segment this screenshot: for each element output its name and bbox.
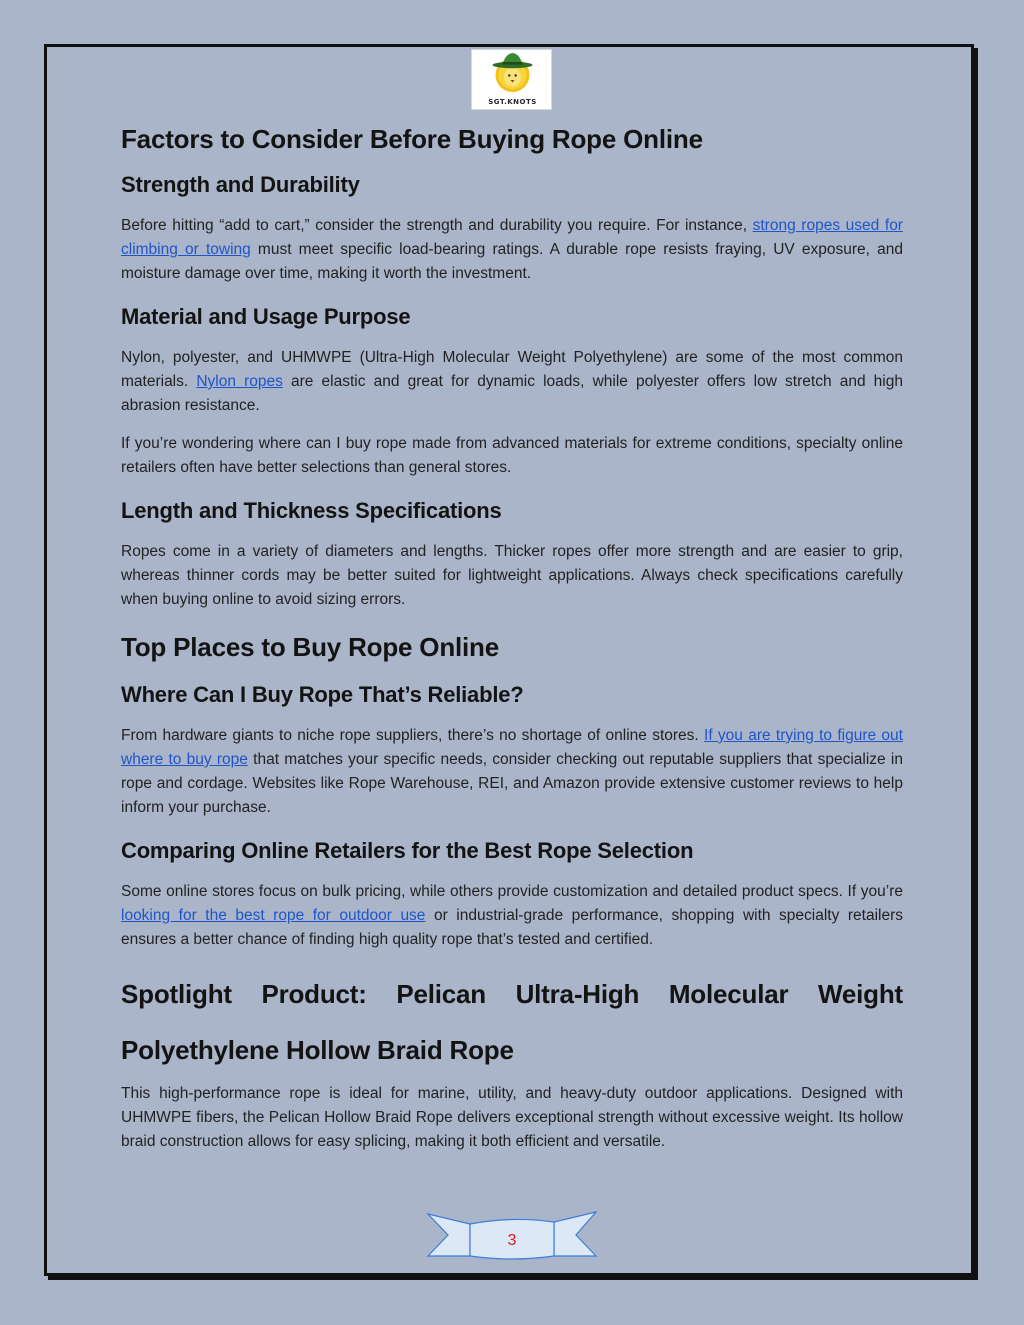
- link-strong-ropes[interactable]: strong ropes used for climbing or towing: [121, 217, 903, 258]
- paragraph-length: Ropes come in a variety of diameters and lengths. Thicker ropes offer more strength and are easier to grip, whereas thinner cords may be better suited for lightweight applications. Always check specifications carefully when buying online to avoid sizing errors.: [121, 543, 903, 608]
- link-where-to-buy-rope[interactable]: If you are trying to figure out where to buy rope: [121, 727, 903, 768]
- page-number: 3: [507, 1232, 517, 1249]
- heading-top-places: Top Places to Buy Rope Online: [121, 632, 499, 662]
- paragraph-text: Nylon, polyester, and UHMWPE (Ultra-High Molecular Weight Polyethylene) are some of the most common materials.: [121, 349, 903, 390]
- page-title: Factors to Consider Before Buying Rope Online: [121, 124, 703, 154]
- paragraph-text: Some online stores focus on bulk pricing, while others provide customization and detailed product specs. If you’re: [121, 883, 903, 900]
- heading-comparing-retailers: Comparing Online Retailers for the Best Rope Selection: [121, 838, 694, 863]
- article-content: [121, 118, 903, 1168]
- page-number-ribbon: [426, 1210, 598, 1262]
- link-nylon-ropes[interactable]: Nylon ropes: [196, 373, 283, 390]
- spotlight-word: Spotlight: [121, 979, 232, 1009]
- paragraph-reliable: [121, 724, 903, 820]
- paragraph-comparing: [121, 880, 903, 952]
- spotlight-word: Product:: [261, 979, 367, 1009]
- paragraph-text: must meet specific load-bearing ratings. A durable rope resists fraying, UV exposure, and moisture damage over time, making it worth the investment.: [121, 241, 903, 282]
- brand-logo: [471, 49, 552, 110]
- heading-strength-durability: Strength and Durability: [121, 172, 360, 197]
- paragraph-strength: [121, 214, 903, 286]
- paragraph-spotlight: This high-performance rope is ideal for marine, utility, and heavy-duty outdoor applications. Designed with UHMWPE fibers, the Pelican Hollow Braid Rope delivers exceptional strength without excessive weight. Its hollow braid construction allows for easy splicing, making it both efficient and versatile.: [121, 1085, 903, 1150]
- paragraph-text: From hardware giants to niche rope suppliers, there’s no shortage of online stores.: [121, 727, 705, 744]
- spotlight-title-line-2: Polyethylene Hollow Braid Rope: [121, 1035, 514, 1065]
- paragraph-text: are elastic and great for dynamic loads, while polyester offers low stretch and high abrasion resistance.: [121, 373, 903, 414]
- paragraph-text: that matches your specific needs, consider checking out reputable suppliers that specialize in rope and cordage. Websites like Rope Warehouse, REI, and Amazon provide extensive customer reviews to help inform your purchase.: [121, 751, 903, 816]
- paragraph-material-2: If you’re wondering where can I buy rope made from advanced materials for extreme conditions, specialty online retailers often have better selections than general stores.: [121, 435, 903, 476]
- paragraph-material: [121, 346, 903, 418]
- heading-length-thickness: Length and Thickness Specifications: [121, 498, 502, 523]
- heading-reliable-rope: Where Can I Buy Rope That’s Reliable?: [121, 682, 524, 707]
- spotlight-word: Molecular: [668, 979, 789, 1009]
- heading-spotlight-product: [121, 966, 903, 1078]
- paragraph-text: or industrial-grade performance, shopping with specialty retailers ensures a better chance of finding high quality rope that’s tested and certified.: [121, 907, 903, 948]
- link-best-rope-outdoor[interactable]: looking for the best rope for outdoor use: [121, 907, 426, 924]
- spotlight-word: Weight: [818, 979, 903, 1009]
- logo-wordmark: SGT.KNOTS: [488, 98, 537, 106]
- paragraph-text: Before hitting “add to cart,” consider the strength and durability you require. For instance,: [121, 217, 753, 234]
- spotlight-word: Pelican: [396, 979, 486, 1009]
- spotlight-title-line-1: [121, 966, 903, 1022]
- heading-material-usage: Material and Usage Purpose: [121, 304, 411, 329]
- spotlight-word: Ultra-High: [515, 979, 640, 1009]
